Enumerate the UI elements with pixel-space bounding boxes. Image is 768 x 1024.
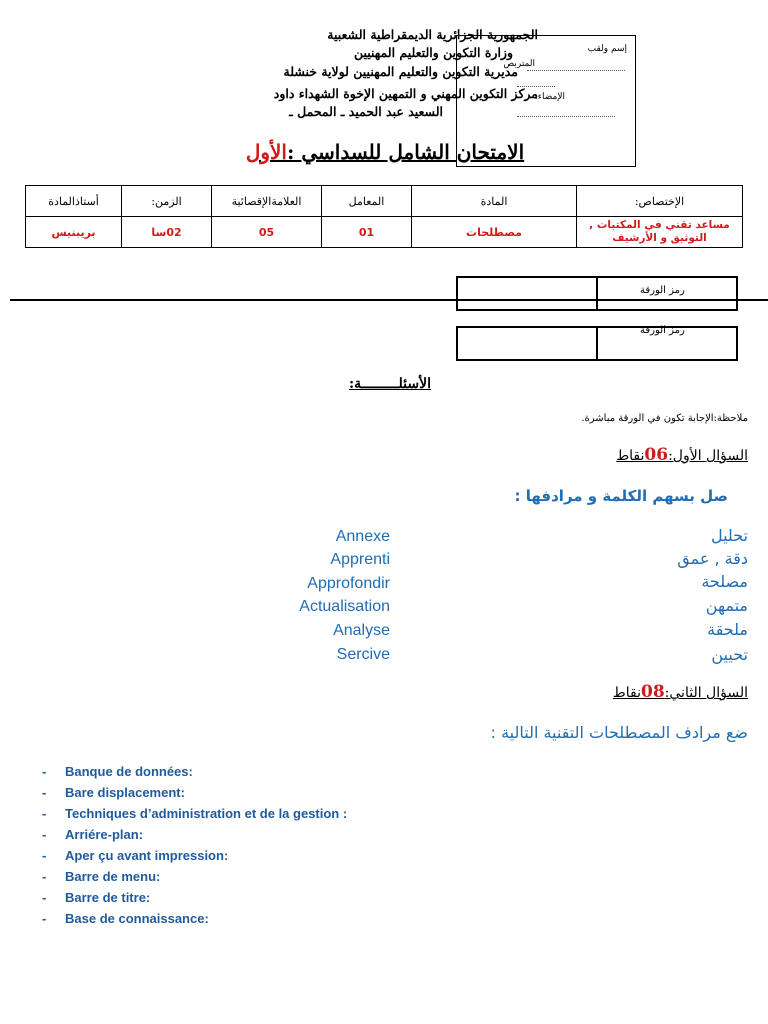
arabic-word-4: متمهن <box>705 596 748 615</box>
term-3: Techniques d’administration et de la gestion : <box>65 806 348 821</box>
name-label: إسم ولقب <box>587 44 627 54</box>
paper-code-box-left-top[interactable] <box>456 276 598 311</box>
bullet-dash: - <box>42 890 47 905</box>
question-1-points-unit: نقاط <box>616 448 645 464</box>
question-1-points: 06 <box>644 445 669 465</box>
exam-title-main: الامتحان الشامل للسداسي : <box>286 140 525 164</box>
bullet-dash: - <box>42 869 47 884</box>
term-6: Barre de menu: <box>65 869 161 884</box>
french-word-5: Analyse <box>333 622 390 639</box>
arabic-word-6: تحيين <box>711 645 748 664</box>
french-word-4: Actualisation <box>299 598 390 615</box>
bullet-dash: - <box>42 911 47 926</box>
term-2: Bare displacement: <box>65 785 185 800</box>
header-line-2: وزارة التكوين والتعليم المهنيين <box>353 45 513 60</box>
list-item <box>42 848 347 869</box>
terms-list <box>42 764 347 932</box>
value-teacher: بريبنيس <box>26 217 122 248</box>
question-2-points: 08 <box>641 682 665 702</box>
list-item <box>42 911 347 932</box>
list-item <box>42 785 347 806</box>
question-2-points-unit: نقاط <box>612 685 641 701</box>
paper-code-box-left-bottom[interactable] <box>456 326 598 361</box>
french-word-2: Apprenti <box>330 551 390 568</box>
bullet-dash: - <box>42 806 47 821</box>
header-teacher: أستاذالمادة <box>26 186 122 217</box>
header-subject: المادة <box>412 186 577 217</box>
question-2-label: السؤال الثاني: <box>664 685 748 701</box>
value-coefficient: 01 <box>322 217 412 248</box>
bullet-dash: - <box>42 827 47 842</box>
term-1: Banque de données: <box>65 764 193 779</box>
question-1-heading <box>616 445 748 465</box>
question-1-instruction: صل بسهم الكلمة و مرادفها : <box>514 487 728 505</box>
bullet-dash: - <box>42 848 47 863</box>
info-table-values-row <box>26 217 743 248</box>
list-item <box>42 827 347 848</box>
arabic-word-5: ملحقة <box>707 620 748 639</box>
header-line-3: مديرية التكوين والتعليم المهنيين لولاية خنشلة <box>283 64 518 79</box>
arabic-word-1: تحليل <box>710 526 748 545</box>
header-line-4: مركز التكوين المهني و التمهين الإخوة الشهداء داود <box>273 86 538 101</box>
question-1-label: السؤال الأول: <box>668 448 748 464</box>
header-line-5: السعيد عبد الحميد ـ المحمل ـ <box>289 104 443 119</box>
question-2-instruction: ضع مرادف المصطلحات التقنية التالية : <box>490 723 748 742</box>
value-duration: 02سا <box>122 217 212 248</box>
question-2-heading <box>613 682 748 702</box>
list-item <box>42 869 347 890</box>
exam-info-table <box>25 185 743 248</box>
info-table-header-row <box>26 186 743 217</box>
trainee-label: المتربص <box>503 59 535 69</box>
header-specialty: الإختصاص: <box>577 186 743 217</box>
value-subject: مصطلحات <box>412 217 577 248</box>
exam-title <box>232 140 538 164</box>
header-max-mark: العلامةالإقصائية <box>212 186 322 217</box>
french-word-1: Annexe <box>335 528 390 545</box>
list-item <box>42 890 347 911</box>
arabic-word-3: مصلحة <box>701 572 748 591</box>
term-8: Base de connaissance: <box>65 911 209 926</box>
term-7: Barre de titre: <box>65 890 151 905</box>
header-coefficient: المعامل <box>322 186 412 217</box>
questions-heading: الأسئلـــــــــة: <box>348 376 431 392</box>
signature-dotted-line <box>517 116 615 117</box>
arabic-word-2: دقة , عمق <box>677 549 748 568</box>
value-max-mark: 05 <box>212 217 322 248</box>
paper-code-label-1: رمز الورقة <box>640 285 685 296</box>
term-5: Aper çu avant impression: <box>65 848 229 863</box>
trainee-dotted-line <box>517 86 555 87</box>
exam-title-semester: الأول <box>245 140 287 164</box>
header-line-1: الجمهورية الجزائرية الديمقراطية الشعبية <box>327 27 538 42</box>
term-4: Arriére-plan: <box>65 827 144 842</box>
french-word-3: Approfondir <box>307 575 390 592</box>
paper-code-label-2: رمز الورقة <box>640 325 685 336</box>
value-specialty: مساعد تقني في المكتبات , التوثيق و الأرشيف <box>577 217 743 248</box>
signature-label: الإمضاء: <box>534 92 565 102</box>
french-word-6: Sercive <box>336 646 390 663</box>
header-duration: الزمن: <box>122 186 212 217</box>
answer-note: ملاحظة:الإجابة تكون في الورقة مباشرة. <box>581 413 748 424</box>
list-item <box>42 764 347 785</box>
bullet-dash: - <box>42 785 47 800</box>
name-dotted-line <box>527 70 625 71</box>
bullet-dash: - <box>42 764 47 779</box>
list-item <box>42 806 347 827</box>
